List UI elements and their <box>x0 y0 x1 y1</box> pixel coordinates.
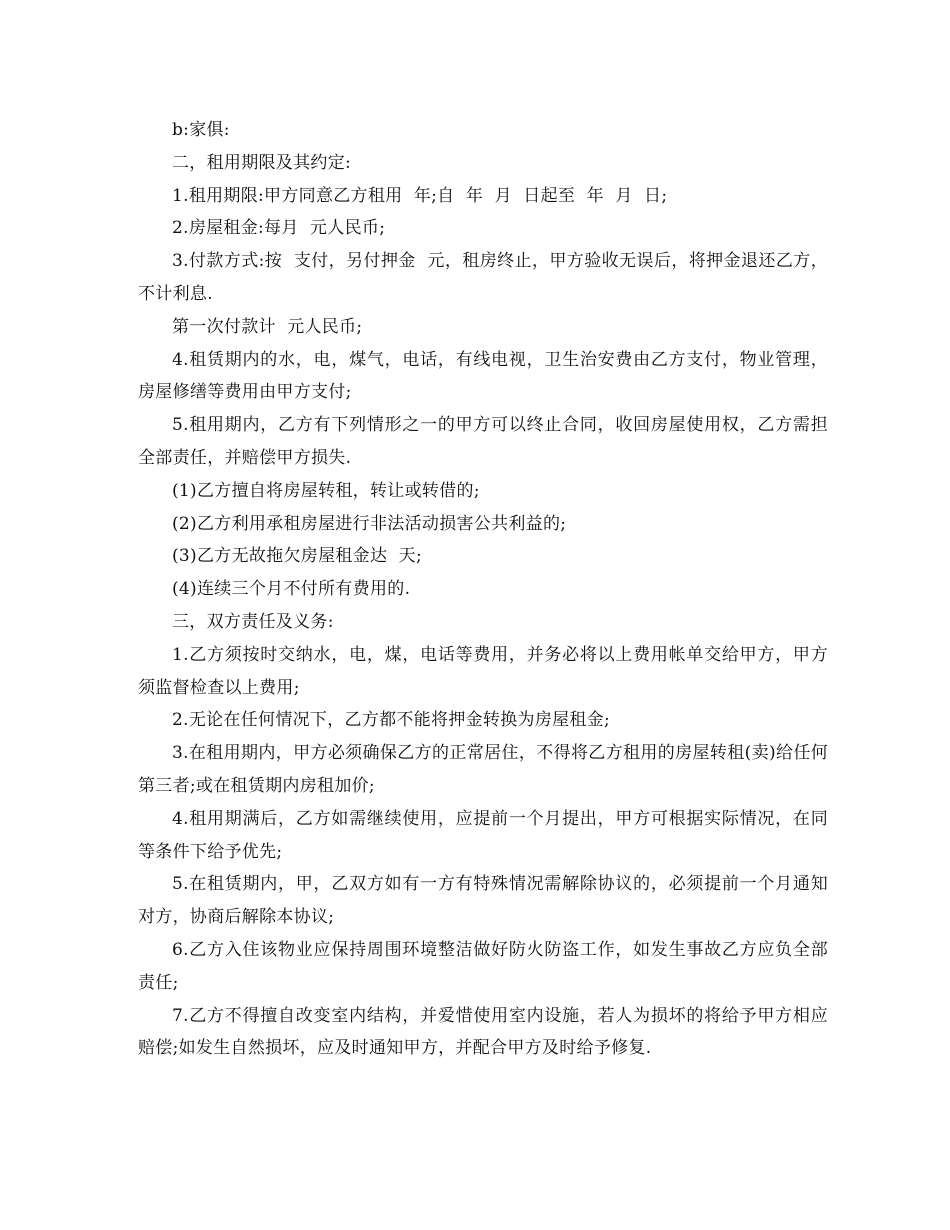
paragraph-termination: 5.租用期内，乙方有下列情形之一的甲方可以终止合同，收回房屋使用权，乙方需担全部责任，并赔偿甲方损失. <box>138 415 828 468</box>
paragraph-duty-5: 5.在租赁期内，甲，乙双方如有一方有特殊情况需解除协议的，必须提前一个月通知对方，协商后解除本协议; <box>138 874 828 928</box>
paragraph-first-payment: 第一次付款计 元人民币; <box>172 316 363 337</box>
section-heading-duties: 三，双方责任及义务: <box>172 611 334 632</box>
paragraph-duty-6: 6.乙方入住该物业应保持周围环境整洁做好防火防盗工作，如发生事故乙方应负全部责任; <box>138 939 828 993</box>
paragraph-duty-4: 4.租用期满后，乙方如需继续使用，应提前一个月提出，甲方可根据实际情况，在同等条件下给予优先; <box>138 808 828 862</box>
paragraph-duty-1: 1.乙方须按时交纳水，电，煤，电话等费用，并务必将以上费用帐单交给甲方，甲方须监督检查以上费用; <box>138 644 828 698</box>
paragraph-termination-item-2: (2)乙方利用承租房屋进行非法活动损害公共利益的; <box>172 513 567 534</box>
paragraph-termination-item-1: (1)乙方擅自将房屋转租，转让或转借的; <box>172 480 480 501</box>
paragraph-duty-3: 3.在租用期内，甲方必须确保乙方的正常居住，不得将乙方租用的房屋转租(卖)给任何第三者;或在租赁期内房租加价; <box>138 743 828 796</box>
paragraph-utilities: 4.租赁期内的水，电，煤气，电话，有线电视，卫生治安费由乙方支付，物业管理，房屋修缮等费用由甲方支付; <box>138 349 828 403</box>
section-heading-term: 二，租用期限及其约定: <box>172 152 352 173</box>
paragraph-furniture: b:家俱: <box>172 120 230 140</box>
paragraph-termination-item-3: (3)乙方无故拖欠房屋租金达 天; <box>172 546 423 567</box>
paragraph-duty-2: 2.无论在任何情况下，乙方都不能将押金转换为房屋租金; <box>172 710 611 731</box>
paragraph-payment-method: 3.付款方式:按 支付，另付押金 元，租房终止，甲方验收无误后，将押金退还乙方，不计利息. <box>138 251 828 304</box>
paragraph-termination-item-4: (4)连续三个月不付所有费用的. <box>172 579 411 600</box>
paragraph-rent: 2.房屋租金:每月 元人民币; <box>172 218 386 239</box>
document-body <box>138 114 828 1065</box>
paragraph-duty-7: 7.乙方不得擅自改变室内结构，并爱惜使用室内设施，若人为损坏的将给予甲方相应赔偿;如发生自然损坏，应及时通知甲方，并配合甲方及时给予修复. <box>138 1005 828 1059</box>
paragraph-lease-term: 1.租用期限:甲方同意乙方租用 年;自 年 月 日起至 年 月 日; <box>172 185 668 206</box>
